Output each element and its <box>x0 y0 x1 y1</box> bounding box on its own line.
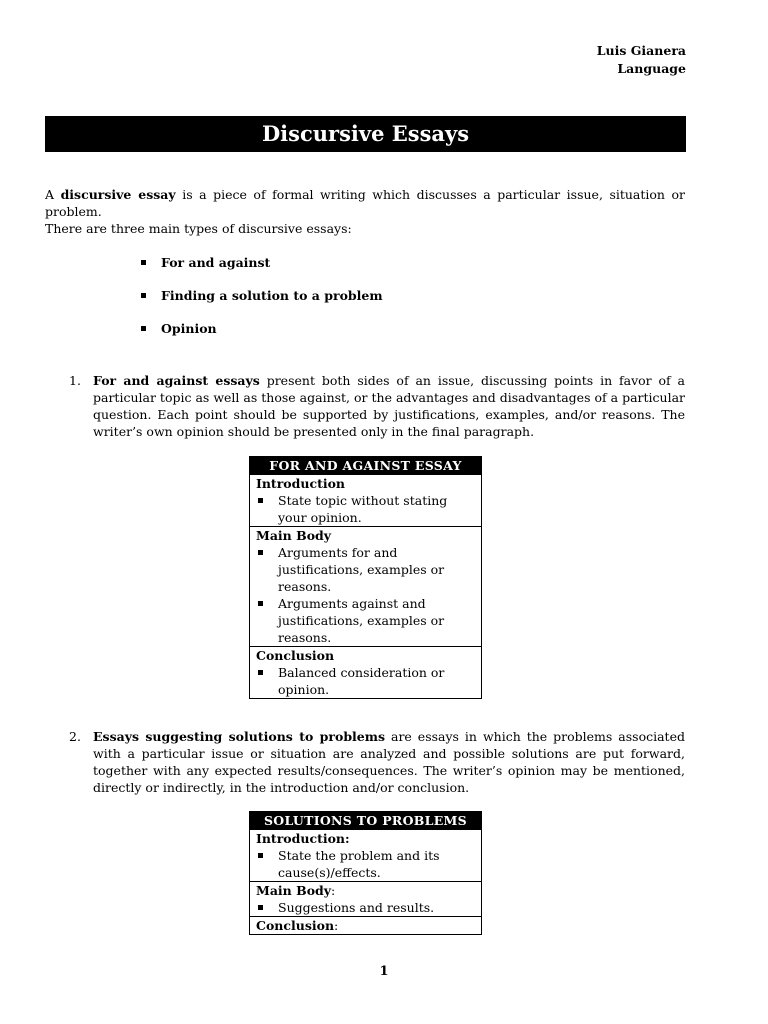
square-bullet-icon <box>141 326 146 331</box>
section-lead: For and against essays <box>93 373 260 388</box>
square-bullet-icon <box>258 853 263 858</box>
intro-text-b: is a piece of formal writing which discusses a particular issue, situation or problem. <box>45 187 685 219</box>
table-heading: SOLUTIONS TO PROBLEMS <box>250 812 482 830</box>
table-point: State the problem and its cause(s)/effects. <box>256 847 475 881</box>
square-bullet-icon <box>258 670 263 675</box>
table-cell-introduction <box>250 475 482 527</box>
table-cell-main-body <box>250 882 482 917</box>
table-cell-introduction <box>250 830 482 882</box>
intro-types-line: There are three main types of discursive essays: <box>45 221 352 236</box>
section-number: 1. <box>69 373 81 388</box>
table-point: Balanced consideration or opinion. <box>256 664 475 698</box>
table-point: State topic without stating your opinion. <box>256 492 475 526</box>
list-item: For and against <box>141 254 383 287</box>
section-paragraph <box>93 372 685 440</box>
square-bullet-icon <box>258 498 263 503</box>
solutions-table <box>249 811 482 935</box>
intro-term: discursive essay <box>60 187 176 202</box>
section-number: 2. <box>69 729 81 744</box>
table-cell-main-body <box>250 527 482 647</box>
square-bullet-icon <box>258 550 263 555</box>
section-paragraph <box>93 728 685 796</box>
author-name: Luis Gianera <box>596 43 686 58</box>
table-section-label: Conclusion: <box>256 918 339 933</box>
square-bullet-icon <box>258 601 263 606</box>
table-section-label: Introduction: <box>256 831 350 846</box>
section-lead: Essays suggesting solutions to problems <box>93 729 386 744</box>
intro-paragraph <box>45 186 685 220</box>
table-section-label: Main Body: <box>256 883 336 898</box>
square-bullet-icon <box>141 260 146 265</box>
table-section-label: Introduction <box>256 476 346 491</box>
table-section-label: Main Body <box>256 528 332 543</box>
table-cell-conclusion <box>250 647 482 699</box>
essay-types-list <box>141 254 383 353</box>
square-bullet-icon <box>141 293 146 298</box>
table-heading: FOR AND AGAINST ESSAY <box>250 457 482 475</box>
table-point: Arguments against and justifications, examples or reasons. <box>256 595 475 646</box>
square-bullet-icon <box>258 905 263 910</box>
page-title: Discursive Essays <box>45 116 686 152</box>
list-item: Opinion <box>141 320 383 353</box>
subject-name: Language <box>617 61 686 76</box>
page-number: 1 <box>379 964 389 979</box>
table-section-label: Conclusion <box>256 648 335 663</box>
table-point: Arguments for and justifications, examples or reasons. <box>256 544 475 595</box>
section-text: are essays in which the problems associated with a particular issue or situation are analyzed and possible solutions are put forward, together with any expected results/consequences. The writer’s opinion may be mentioned, directly or indirectly, in the introduction and/or conclusion. <box>93 729 685 795</box>
intro-text-a: A <box>45 187 61 202</box>
table-point: Suggestions and results. <box>256 899 475 916</box>
section-text: present both sides of an issue, discussing points in favor of a particular topic as well as those against, or the advantages and disadvantages of a particular question. Each point should be supported by justifications, examples, and/or reasons. The writer’s own opinion should be presented only in the final paragraph. <box>93 373 685 439</box>
list-item: Finding a solution to a problem <box>141 287 383 320</box>
for-against-table <box>249 456 482 699</box>
table-cell-conclusion <box>250 917 482 935</box>
author-block <box>597 42 686 78</box>
